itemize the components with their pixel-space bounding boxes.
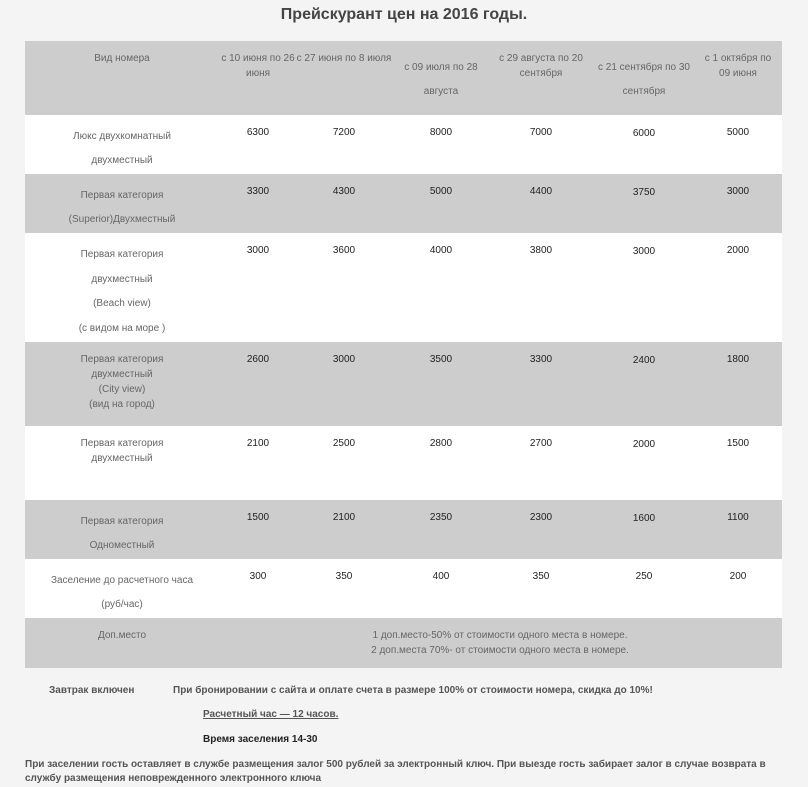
room-type [27, 510, 217, 558]
room-type [27, 569, 217, 617]
price-cell: 2500 [332, 438, 356, 449]
room-type-line: двухместный [91, 155, 153, 166]
table-row [25, 342, 782, 426]
price-cell: 1500 [246, 512, 270, 523]
price-cell: 200 [729, 571, 747, 582]
room-type-line: двухместный [91, 369, 153, 380]
highlight-cell [591, 559, 694, 618]
price-cell: 6300 [246, 127, 270, 138]
price-cell: 2000 [632, 439, 656, 450]
price-cell: 2700 [529, 438, 553, 449]
room-type-line: Первая категория [80, 516, 164, 527]
room-type [27, 125, 217, 173]
price-cell: 300 [249, 571, 267, 582]
price-cell: 3000 [726, 186, 750, 197]
room-type-line: Одноместный [89, 540, 155, 551]
price-cell: 3000 [632, 246, 656, 257]
room-type-line: Первая категория [80, 438, 164, 449]
price-cell: 400 [432, 571, 450, 582]
price-cell: 2800 [429, 438, 453, 449]
deposit-note: При заселении гость оставляет в службе размещения залог 500 рублей за электронный ключ. При выезде гость забирает залог в случае возврата в службу размещения неповрежденного электронного ключа [25, 759, 766, 784]
price-cell: 4400 [529, 186, 553, 197]
extra-bed-rule: 1 доп.место-50% от стоимости одного места в номере. [372, 630, 628, 641]
column-header: с 10 июня по 26 июня [221, 53, 295, 79]
extra-bed-rule: 2 доп.места 70%- от стоимости одного места в номере. [371, 645, 629, 656]
room-type-line: Люкс двухкомнатный [73, 131, 171, 142]
room-type-line: двухместный [91, 453, 153, 464]
price-cell: 250 [635, 571, 653, 582]
price-cell: 4300 [332, 186, 356, 197]
price-cell: 3300 [246, 186, 270, 197]
price-cell: 3600 [332, 245, 356, 256]
room-type-line: Заселение до расчетного часа [50, 575, 194, 586]
room-type-line: (City view) [98, 384, 146, 395]
table-row [25, 500, 782, 559]
column-header: Вид номера [94, 53, 150, 64]
price-cell: 3750 [632, 187, 656, 198]
table-row [25, 174, 782, 233]
column-header: с 27 июня по 8 июля [296, 53, 392, 64]
price-cell: 1500 [726, 438, 750, 449]
price-cell: 3500 [429, 354, 453, 365]
column-header: с 29 августа по 20 сентября [499, 53, 583, 79]
discount-note: При бронировании с сайта и оплате счета в размере 100% от стоимости номера, скидка до 10%! [173, 685, 653, 696]
room-type-line: (руб/час) [101, 599, 143, 610]
checkin-time: Время заселения 14-30 [203, 734, 318, 745]
price-cell: 2600 [246, 354, 270, 365]
price-cell: 350 [532, 571, 550, 582]
extra-bed-row [25, 618, 782, 668]
table-row [25, 115, 782, 174]
price-cell: 7200 [332, 127, 356, 138]
price-cell: 2100 [246, 438, 270, 449]
price-cell: 2350 [429, 512, 453, 523]
price-cell: 3800 [529, 245, 553, 256]
page-title: Прейскурант цен на 2016 годы. [280, 6, 528, 23]
price-cell: 6000 [632, 128, 656, 139]
breakfast-note: Завтрак включен [49, 685, 135, 696]
room-type [27, 184, 217, 232]
table-header-row [25, 41, 782, 115]
column-header: с 09 июля по 28 августа [404, 62, 478, 97]
extra-bed-label: Доп.место [97, 630, 147, 641]
price-cell: 2300 [529, 512, 553, 523]
room-type-line: Первая категория [80, 249, 164, 260]
price-cell: 1800 [726, 354, 750, 365]
price-cell: 350 [335, 571, 353, 582]
column-header: с 1 октября по 09 июня [704, 53, 772, 79]
room-type-line: Первая категория [80, 354, 164, 365]
room-type-line: (Beach view) [93, 298, 151, 309]
room-type [27, 436, 217, 466]
room-type [27, 243, 217, 341]
price-cell: 3000 [246, 245, 270, 256]
room-type-line: Первая категория [80, 190, 164, 201]
price-cell: 7000 [529, 127, 553, 138]
price-cell: 2000 [726, 245, 750, 256]
table-row [25, 426, 782, 500]
price-cell: 1600 [632, 513, 656, 524]
table-row [25, 233, 782, 342]
room-type-line: (вид на город) [89, 399, 155, 410]
price-cell: 2100 [332, 512, 356, 523]
price-cell: 5000 [726, 127, 750, 138]
price-cell: 1100 [727, 512, 749, 523]
room-type [27, 352, 217, 412]
table-row [25, 559, 782, 618]
price-cell: 3000 [332, 354, 356, 365]
checkout-time-link[interactable]: Расчетный час — 12 часов. [203, 709, 339, 720]
column-header: с 21 сентября по 30 сентября [597, 62, 690, 97]
price-cell: 4000 [429, 245, 453, 256]
room-type-line: двухместный [91, 273, 153, 285]
room-type-line: (Superior)Двухместный [68, 214, 176, 225]
price-cell: 2400 [632, 355, 656, 366]
price-cell: 3300 [529, 354, 553, 365]
room-type-line: (с видом на море ) [78, 322, 166, 334]
price-cell: 5000 [429, 186, 453, 197]
price-cell: 8000 [429, 127, 453, 138]
